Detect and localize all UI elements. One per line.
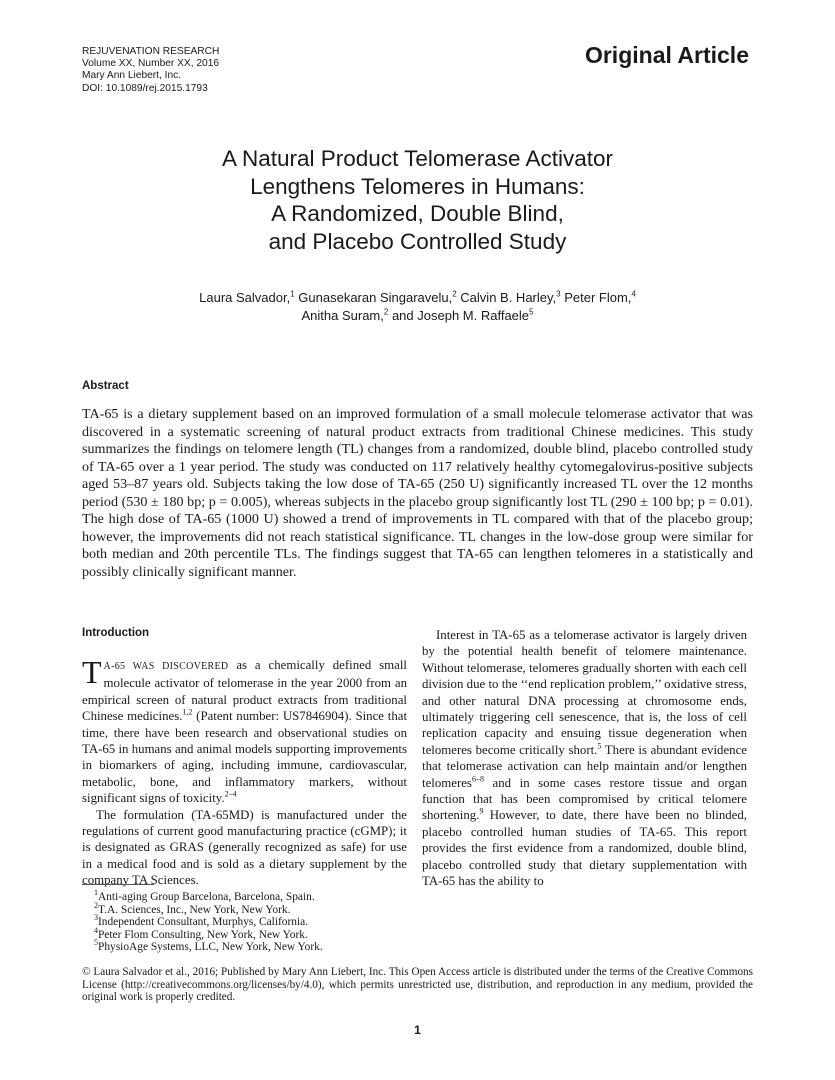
title-line: A Natural Product Telomerase Activator (221, 146, 614, 171)
affiliation-item (94, 888, 323, 904)
affiliation-item (94, 938, 323, 954)
affiliation-item (94, 913, 323, 929)
body-column-right (422, 627, 747, 890)
citation-mark[interactable]: 1,2 (182, 707, 193, 717)
affiliation-footnotes (94, 888, 323, 954)
affiliation-text: Anti-aging Group Barcelona, Barcelona, Spain. (98, 891, 315, 903)
paragraph-text: (Patent number: US7846904). Since that time, there have been research and observational studies on TA-65 in humans and animal models supporting improvements in biomarkers of aging, including immune, cardiovascular, metabolic, bone, and inflammatory markers, without significant signs of toxicity. (82, 709, 408, 806)
citation-mark[interactable]: 5 (597, 741, 602, 751)
author-affiliation-mark: 3 (556, 289, 561, 299)
affiliation-text: Peter Flom Consulting, New York, New York. (98, 928, 308, 941)
affiliation-text: PhysioAge Systems, LLC, New York, New York. (98, 941, 323, 954)
body-paragraph (422, 627, 747, 890)
author-name: Calvin B. Harley, (460, 290, 557, 305)
journal-header (82, 46, 219, 95)
body-paragraph (82, 654, 408, 807)
author-list (82, 289, 753, 325)
abstract-text: TA-65 is a dietary supplement based on an improved formulation of a small molecule telomerase activator that was discovered in a systematic screening of natural product extracts from traditional Chinese medicines. This study summarizes the findings on telomere length (TL) changes from a randomized, double blind, placebo controlled study of TA-65 over a 1 year period. The study was conducted on 117 relatively healthy cytomegalovirus-positive subjects aged 53–87 years old. Subjects taking the low dose of TA-65 (250 U) significantly increased TL over the 12 months period (530 ± 180 bp; p = 0.005), whereas subjects in the placebo group significantly lost TL (290 ± 100 bp; p = 0.01). The high dose of TA-65 (1000 U) showed a trend of improvements in TL compared with that of the placebo group; however, the improvements did not reach statistical significance. TL changes in the low-dose group were similar for both median and 20th percentile TLs. The findings suggest that TA-65 can lengthen telomeres in a statistically and possibly clinically significant manner. (82, 406, 753, 580)
title-line: and Placebo Controlled Study (268, 228, 567, 254)
affiliation-text: Independent Consultant, Murphys, California. (98, 916, 309, 929)
affiliation-item (94, 900, 323, 917)
journal-publisher: Mary Ann Liebert, Inc. (82, 70, 182, 82)
paragraph-text: However, to date, there have been no blinded, placebo controlled human studies of TA-65. This report provides the first evidence from a randomized, double blind, placebo controlled study that dietary supplementation with TA-65 has the ability to (422, 808, 747, 889)
article-type: Original Article (584, 42, 749, 68)
author-affiliation-mark: 2 (452, 289, 457, 299)
drop-cap: T (82, 654, 102, 690)
author-affiliation-mark: 1 (290, 289, 295, 299)
abstract-heading: Abstract (82, 380, 129, 392)
author-name: Anitha Suram, (301, 308, 384, 323)
journal-doi: DOI: 10.1089/rej.2015.1793 (82, 82, 208, 94)
affiliation-mark: 2 (94, 900, 98, 910)
author-affiliation-mark: 2 (383, 307, 389, 317)
paragraph-text: and in some cases restore tissue and organ function that has been compromised by critical telomere shortening. (422, 775, 747, 823)
citation-mark[interactable]: 2–4 (224, 789, 237, 799)
author-name: Gunasekaran Singaravelu, (298, 290, 453, 305)
author-name: Laura Salvador, (199, 290, 291, 305)
citation-mark[interactable]: 9 (479, 807, 484, 817)
affiliation-mark: 4 (94, 925, 98, 935)
citation-mark[interactable]: 6–8 (471, 774, 484, 784)
paragraph-text: Interest in TA-65 as a telomerase activator is largely driven by the potential health benefit of telomere maintenance. Without telomerase, telomeres gradually shorten with each cell division due to the ‘‘end replication problem,’’ oxidative stress, and other natural DNA processing at chromosome ends, ultimately triggering cell senescence, that is, the loss of cell replication capacity and ensuing tissue degeneration when telomeres become critically short. (422, 628, 747, 757)
author-name: Peter Flom, (564, 290, 632, 305)
page-number: 1 (414, 1023, 421, 1037)
lead-in-smallcaps: A-65 WAS DISCOVERED (103, 661, 229, 672)
title-line: Lengthens Telomeres in Humans: (250, 173, 585, 199)
author-affiliation-mark: 5 (529, 307, 534, 317)
journal-volume: Volume XX, Number XX, 2016 (82, 58, 220, 70)
introduction-heading: Introduction (82, 627, 150, 639)
affiliation-text: T.A. Sciences, Inc., New York, New York. (98, 903, 291, 916)
license-notice: © Laura Salvador et al., 2016; Published by Mary Ann Liebert, Inc. This Open Access article is distributed under the terms of the Creative Commons License (http://creativecommons.org/licenses/by/4.0), which permits unrestricted use, distribution, and reproduction in any medium, provided the original work is properly credited. (82, 966, 753, 1004)
journal-name: REJUVENATION RESEARCH (82, 46, 220, 57)
article-title (82, 145, 753, 255)
affiliation-item (94, 925, 323, 942)
footnote-divider (82, 884, 154, 885)
affiliation-mark: 1 (94, 888, 98, 898)
author-affiliation-mark: 4 (631, 289, 636, 299)
affiliation-mark: 5 (94, 938, 98, 948)
paragraph-text: There is abundant evidence that telomerase activation can help maintain and/or lengthen telomeres (422, 742, 747, 790)
title-line: A Randomized, Double Blind, (271, 201, 564, 226)
body-paragraph: The formulation (TA-65MD) is manufactured under the regulations of current good manufacturing practice (cGMP); it is designated as GRAS (generally recognized as safe) for use in a medical food and is sold as a dietary supplement by the company TA Sciences. (82, 807, 407, 888)
body-column-left (82, 654, 408, 889)
paragraph-text: as a chemically defined small molecule activator of telomerase in the year 2000 from an empirical screen of natural product extracts from traditional Chinese medicines. (82, 658, 407, 724)
author-name: and Joseph M. Raffaele (391, 308, 530, 323)
affiliation-mark: 3 (94, 913, 98, 923)
